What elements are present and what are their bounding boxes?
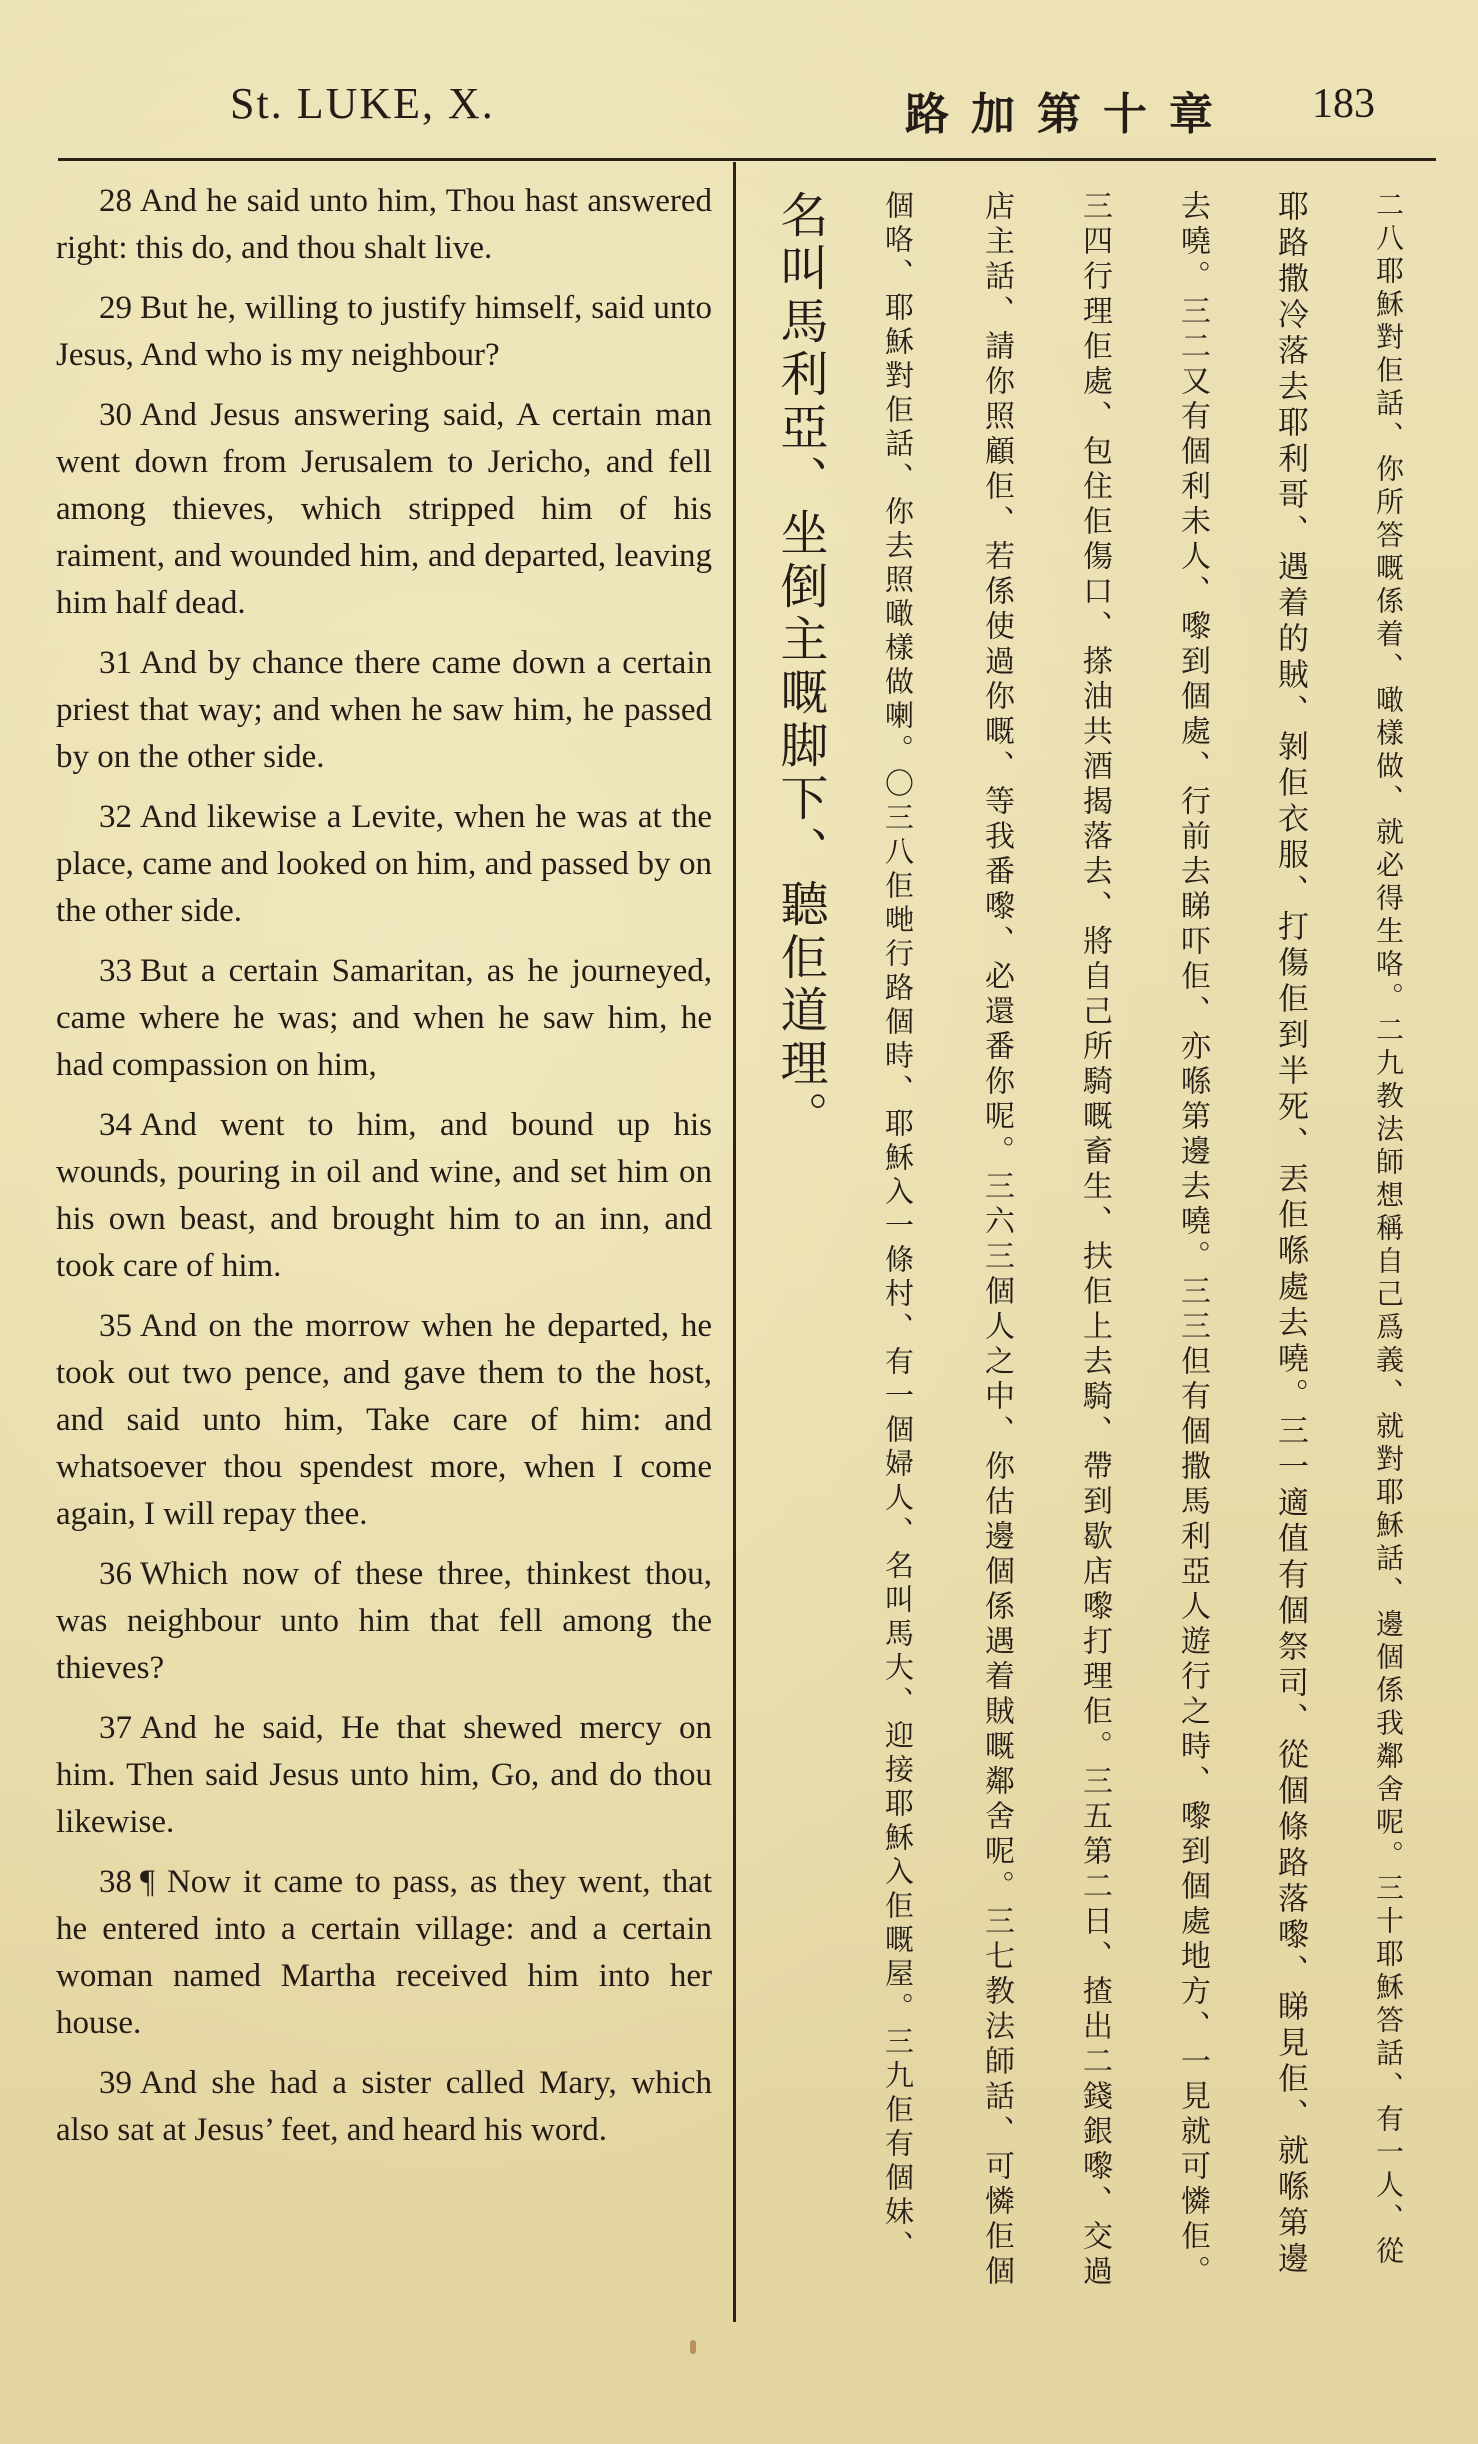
chinese-text-column: 名叫馬利亞、坐倒主嘅脚下、聽佢道理。 [772, 190, 828, 1144]
verse-number: 38 [99, 1864, 132, 1900]
column-divider [733, 162, 736, 2322]
verse-33 [56, 948, 712, 1089]
verse-29 [56, 285, 712, 379]
verse-31 [56, 640, 712, 781]
verse-number: 30 [99, 397, 132, 433]
verse-number: 34 [99, 1107, 132, 1143]
running-head-english: St. LUKE, X. [230, 79, 495, 128]
chinese-text-column: 個咯、耶穌對佢話、你去照噉樣做喇。〇三八佢哋行路個時、耶穌入一條村、有一個婦人、名叫馬大、迎接耶穌入佢嘅屋。三九佢有個妹、 [881, 190, 915, 2264]
verse-number: 28 [99, 183, 132, 219]
ink-mark [690, 2340, 696, 2354]
verse-number: 39 [99, 2065, 132, 2101]
verse-text: ¶ Now it came to pass, as they went, that he entered into a certain village: and a certain woman named Martha received him into her house. [56, 1864, 712, 2041]
verse-35 [56, 1303, 712, 1538]
chinese-text-column: 二八耶穌對佢話、你所答嘅係着、噉樣做、就必得生咯。二九教法師想稱自己爲義、就對耶穌話、邊個係我鄰舍呢。三十耶穌答話、有一人、從 [1372, 190, 1405, 2269]
verse-text: And he said, He that shewed mercy on him. Then said Jesus unto him, Go, and do thou likewise. [56, 1710, 712, 1840]
verse-34 [56, 1102, 712, 1290]
verse-number: 37 [99, 1710, 132, 1746]
verse-text: And on the morrow when he departed, he took out two pence, and gave them to the host, and said unto him, Take care of him: and whatsoever thou spendest more, when I come again, I will repay thee. [56, 1308, 712, 1532]
verse-37 [56, 1705, 712, 1846]
verse-30 [56, 392, 712, 627]
verse-number: 35 [99, 1308, 132, 1344]
verse-text: But a certain Samaritan, as he journeyed, came where he was; and when he saw him, he had compassion on him, [56, 953, 712, 1083]
verse-38 [56, 1859, 712, 2047]
verse-39 [56, 2060, 712, 2154]
chinese-text-column: 耶路撒冷落去耶利哥、遇着的賊、剝佢衣服、打傷佢到半死、丟佢喺處去嘵。三一適值有個祭司、從個條路落嚟、睇見佢、就喺第邊 [1272, 190, 1308, 2278]
verse-text: And went to him, and bound up his wounds, pouring in oil and wine, and set him on his own beast, and brought him to an inn, and took care of him. [56, 1107, 712, 1284]
verse-number: 32 [99, 799, 132, 835]
page-number: 183 [1312, 81, 1375, 127]
running-head-chinese: 路加第十章 [905, 89, 1235, 140]
verse-text: Which now of these three, thinkest thou, was neighbour unto him that fell among the thieves? [56, 1556, 712, 1686]
verse-text: But he, willing to justify himself, said unto Jesus, And who is my neighbour? [56, 290, 712, 373]
verse-number: 36 [99, 1556, 132, 1592]
verse-28 [56, 178, 712, 272]
verse-number: 29 [99, 290, 132, 326]
chinese-text-column: 去嘵。三二又有個利未人、嚟到個處、行前去睇吓佢、亦喺第邊去嘵。三三但有個撒馬利亞人遊行之時、嚟到個處地方、一見就可憐佢。 [1175, 190, 1210, 2290]
verse-text: And likewise a Levite, when he was at the place, came and looked on him, and passed by on the other side. [56, 799, 712, 929]
verse-32 [56, 794, 712, 935]
verse-text: And she had a sister called Mary, which also sat at Jesus’ feet, and heard his word. [56, 2065, 712, 2148]
chinese-column [746, 170, 1426, 2320]
verse-text: And by chance there came down a certain priest that way; and when he saw him, he passed by on the other side. [56, 645, 712, 775]
english-column [56, 178, 712, 2167]
header-rule [58, 158, 1436, 161]
chinese-text-column: 店主話、請你照顧佢、若係使過你嘅、等我番嚟、必還番你呢。三六三個人之中、你估邊個係遇着賊嘅鄰舍呢。三七教法師話、可憐佢個 [979, 190, 1014, 2290]
chinese-text-column: 三四行理佢處、包住佢傷口、搽油共酒揭落去、將自己所騎嘅畜生、扶佢上去騎、帶到歇店嚟打理佢。三五第二日、揸出二錢銀嚟、交過 [1077, 190, 1112, 2290]
verse-number: 33 [99, 953, 132, 989]
verse-36 [56, 1551, 712, 1692]
verse-text: And Jesus answering said, A certain man went down from Jerusalem to Jericho, and fell among thieves, which stripped him of his raiment, and wounded him, and departed, leaving him half dead. [56, 397, 712, 621]
verse-text: And he said unto him, Thou hast answered right: this do, and thou shalt live. [56, 183, 712, 266]
verse-number: 31 [99, 645, 132, 681]
